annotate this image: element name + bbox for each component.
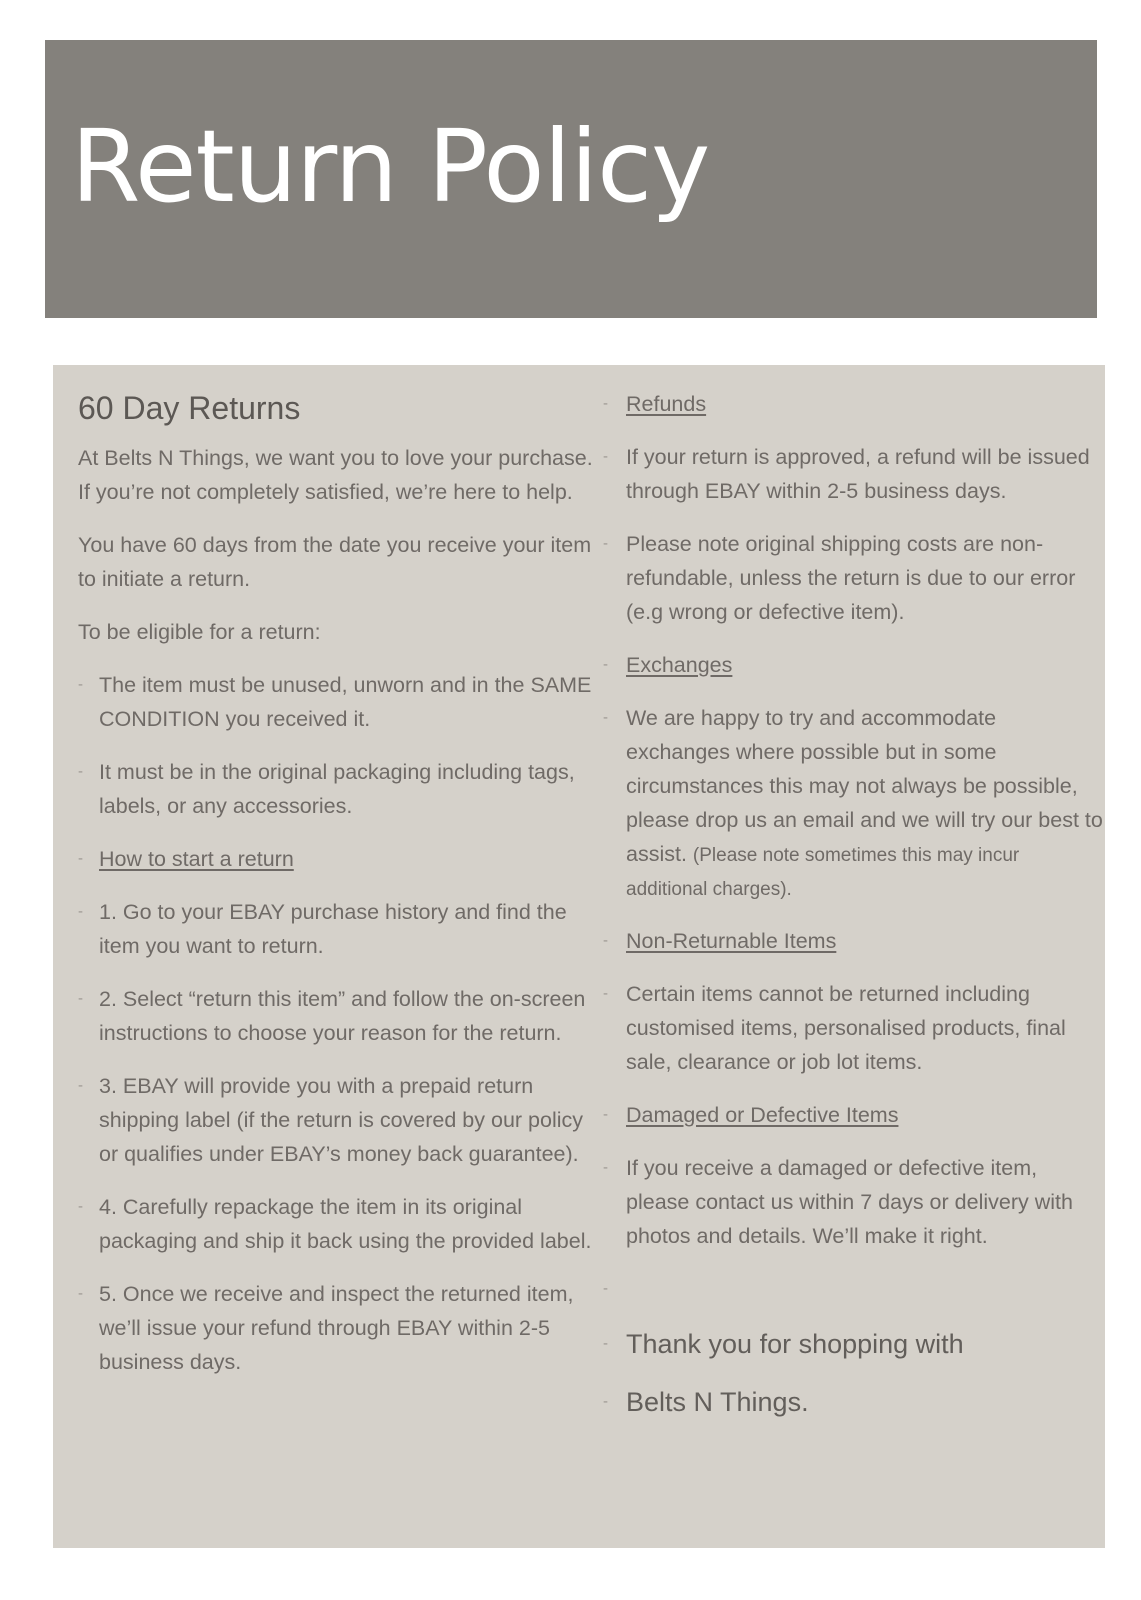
dash-bullet: - <box>603 709 608 726</box>
left-column <box>78 365 608 1398</box>
dash-bullet: - <box>603 535 608 552</box>
list-item-text: Please note original shipping costs are non-refundable, unless the return is due to our error (e.g wrong or defective item). <box>626 532 1076 624</box>
list-item <box>603 440 1103 508</box>
list-item <box>78 1277 608 1379</box>
dash-bullet: - <box>78 676 83 694</box>
dash-bullet: - <box>603 1335 608 1352</box>
dash-bullet: - <box>78 763 83 781</box>
list-item <box>603 648 1103 682</box>
list-item-text: If you receive a damaged or defective item, please contact us within 7 days or delivery with photos and details. We’ll make it right. <box>626 1156 1073 1248</box>
list-item <box>78 842 608 876</box>
dash-bullet: - <box>603 656 608 673</box>
dash-bullet: - <box>603 1106 608 1123</box>
dash-bullet: - <box>603 1159 608 1176</box>
damaged-heading: Damaged or Defective Items <box>626 1103 899 1127</box>
right-list <box>603 387 1103 1422</box>
list-item <box>78 1190 608 1258</box>
eligibility-intro: To be eligible for a return: <box>78 620 321 645</box>
list-item <box>603 924 1103 958</box>
title-banner <box>45 40 1097 318</box>
list-item-text: 1. Go to your EBAY purchase history and find the item you want to return. <box>99 900 567 959</box>
list-item-text: 3. EBAY will provide you with a prepaid return shipping label (if the return is covered by our policy or qualifies under EBAY’s money back guarantee). <box>99 1074 584 1167</box>
left-list <box>78 668 608 1379</box>
right-column <box>603 365 1103 1440</box>
dash-bullet: - <box>603 395 608 412</box>
how-to-start-return-heading: How to start a return <box>99 847 294 872</box>
thanks-line-1: Thank you for shopping with <box>626 1329 964 1359</box>
list-item <box>603 527 1103 629</box>
exchanges-text: We are happy to try and accommodate exchanges where possible but in some circumstances this may not always be possible, please drop us an email and we will try our best to assist. <box>626 706 1103 866</box>
list-item <box>78 895 608 963</box>
policy-panel <box>53 365 1105 1548</box>
list-item <box>78 1069 608 1171</box>
non-returnable-heading: Non-Returnable Items <box>626 929 837 953</box>
return-window-paragraph: You have 60 days from the date you receive your item to initiate a return. <box>78 533 592 592</box>
dash-bullet: - <box>78 1285 83 1303</box>
list-item <box>603 1382 1103 1422</box>
section-heading-60-day-returns: 60 Day Returns <box>78 390 301 426</box>
list-item <box>603 701 1103 905</box>
list-item <box>603 1324 1103 1364</box>
list-item-empty <box>603 1272 1103 1306</box>
list-item-text: If your return is approved, a refund will be issued through EBAY within 2-5 business days. <box>626 445 1090 503</box>
list-item-text: It must be in the original packaging including tags, labels, or any accessories. <box>99 760 575 819</box>
list-item <box>78 668 608 736</box>
dash-bullet: - <box>603 448 608 465</box>
list-item <box>603 387 1103 421</box>
dash-bullet: - <box>78 1077 83 1095</box>
exchanges-heading: Exchanges <box>626 653 733 677</box>
dash-bullet: - <box>603 1393 608 1410</box>
list-item-text: 2. Select “return this item” and follow the on-screen instructions to choose your reason for the return. <box>99 987 586 1046</box>
dash-bullet: - <box>78 903 83 921</box>
list-item <box>78 755 608 823</box>
dash-bullet: - <box>78 990 83 1008</box>
thanks-line-2: Belts N Things. <box>626 1387 809 1417</box>
list-item-text: 5. Once we receive and inspect the returned item, we’ll issue your refund through EBAY within 2-5 business days. <box>99 1282 574 1375</box>
list-item <box>603 977 1103 1079</box>
refunds-heading: Refunds <box>626 392 707 416</box>
list-item-text: Certain items cannot be returned including customised items, personalised products, final sale, clearance or job lot items. <box>626 982 1066 1074</box>
dash-bullet: - <box>78 1198 83 1216</box>
page-title: Return Policy <box>71 108 710 225</box>
intro-paragraph: At Belts N Things, we want you to love your purchase. If you’re not completely satisfied, we’re here to help. <box>78 446 593 505</box>
dash-bullet: - <box>603 1280 608 1297</box>
dash-bullet: - <box>603 985 608 1002</box>
list-item <box>603 1151 1103 1253</box>
exchanges-note: (Please note sometimes this may incur additional charges). <box>626 845 1020 900</box>
list-item <box>78 982 608 1050</box>
dash-bullet: - <box>78 850 83 868</box>
list-item-text: 4. Carefully repackage the item in its original packaging and ship it back using the provided label. <box>99 1195 592 1254</box>
dash-bullet: - <box>603 932 608 949</box>
list-item <box>603 1098 1103 1132</box>
list-item-text: The item must be unused, unworn and in the SAME CONDITION you received it. <box>99 673 592 732</box>
